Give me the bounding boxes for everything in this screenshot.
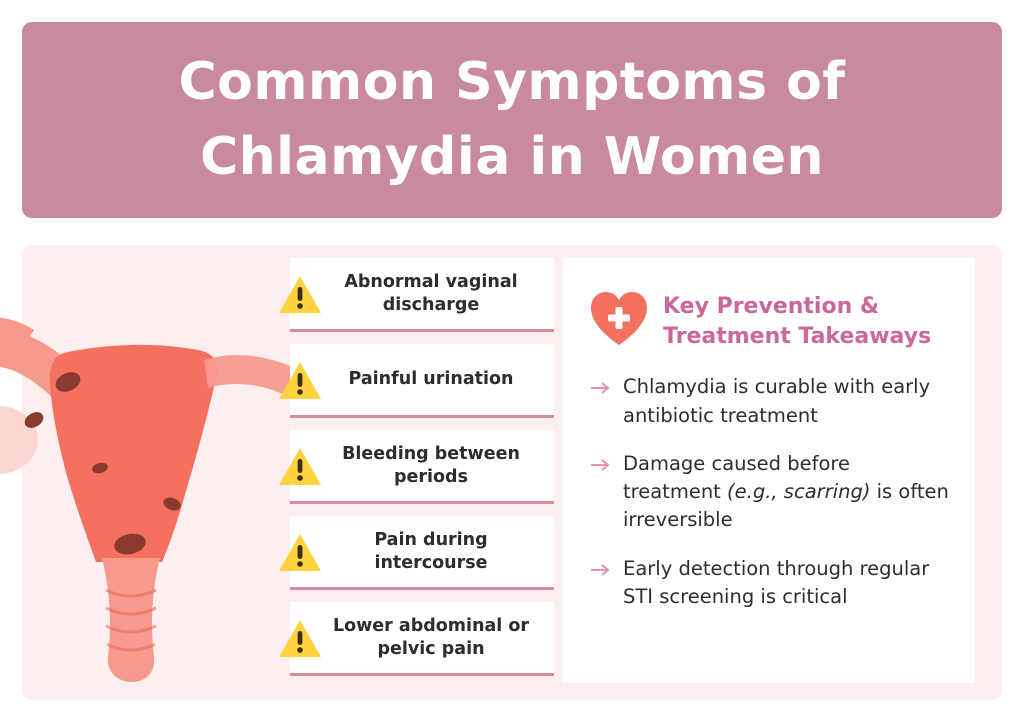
list-item[interactable]: [278, 602, 554, 688]
symptom-label: Painful urination: [348, 369, 514, 390]
takeaways-header: [589, 288, 949, 351]
symptom-card[interactable]: [290, 516, 554, 590]
list-item[interactable]: [278, 344, 554, 430]
symptom-card[interactable]: [290, 344, 554, 418]
warning-triangle-icon: [278, 274, 322, 316]
symptom-card[interactable]: [290, 258, 554, 332]
takeaway-text-main: Chlamydia is curable with early antibiotic treatment: [623, 375, 931, 427]
symptom-label: Pain during intercourse: [374, 529, 488, 573]
title-banner: [22, 22, 1002, 218]
page-title-line-2: Chlamydia in Women: [199, 127, 825, 187]
symptom-card[interactable]: [290, 430, 554, 504]
warning-triangle-icon: [278, 446, 322, 488]
warning-triangle-icon: [278, 532, 322, 574]
list-item[interactable]: [278, 258, 554, 344]
takeaways-title: Key Prevention & Treatment Takeaways: [663, 294, 932, 349]
list-item: [589, 450, 949, 535]
warning-triangle-icon: [278, 360, 322, 402]
symptom-label: Bleeding between periods: [342, 443, 520, 487]
takeaway-text: [623, 450, 949, 535]
takeaway-text-emphasis: (e.g., scarring): [727, 480, 871, 504]
heart-with-cross-icon: [589, 290, 649, 348]
takeaway-text-main: Early detection through regular STI screening is critical: [623, 556, 930, 608]
arrow-right-icon: [589, 454, 611, 476]
takeaway-text-tail: is often irreversible: [623, 480, 949, 532]
takeaways-card: [563, 258, 975, 683]
list-item: [589, 373, 949, 430]
takeaway-text: [623, 555, 949, 612]
arrow-right-icon: [589, 559, 611, 581]
takeaway-text-main: Damage caused before treatment: [623, 451, 851, 504]
takeaway-text: [623, 373, 949, 430]
symptom-list: [278, 258, 554, 688]
list-item[interactable]: [278, 430, 554, 516]
arrow-right-icon: [589, 377, 611, 399]
symptom-label: Abnormal vaginal discharge: [344, 271, 518, 315]
page-title-line-1: Common Symptoms of: [178, 51, 846, 112]
list-item: [589, 555, 949, 612]
symptom-card[interactable]: [290, 602, 554, 676]
list-item[interactable]: [278, 516, 554, 602]
symptom-label: Lower abdominal or pelvic pain: [332, 615, 530, 659]
warning-triangle-icon: [278, 618, 322, 660]
